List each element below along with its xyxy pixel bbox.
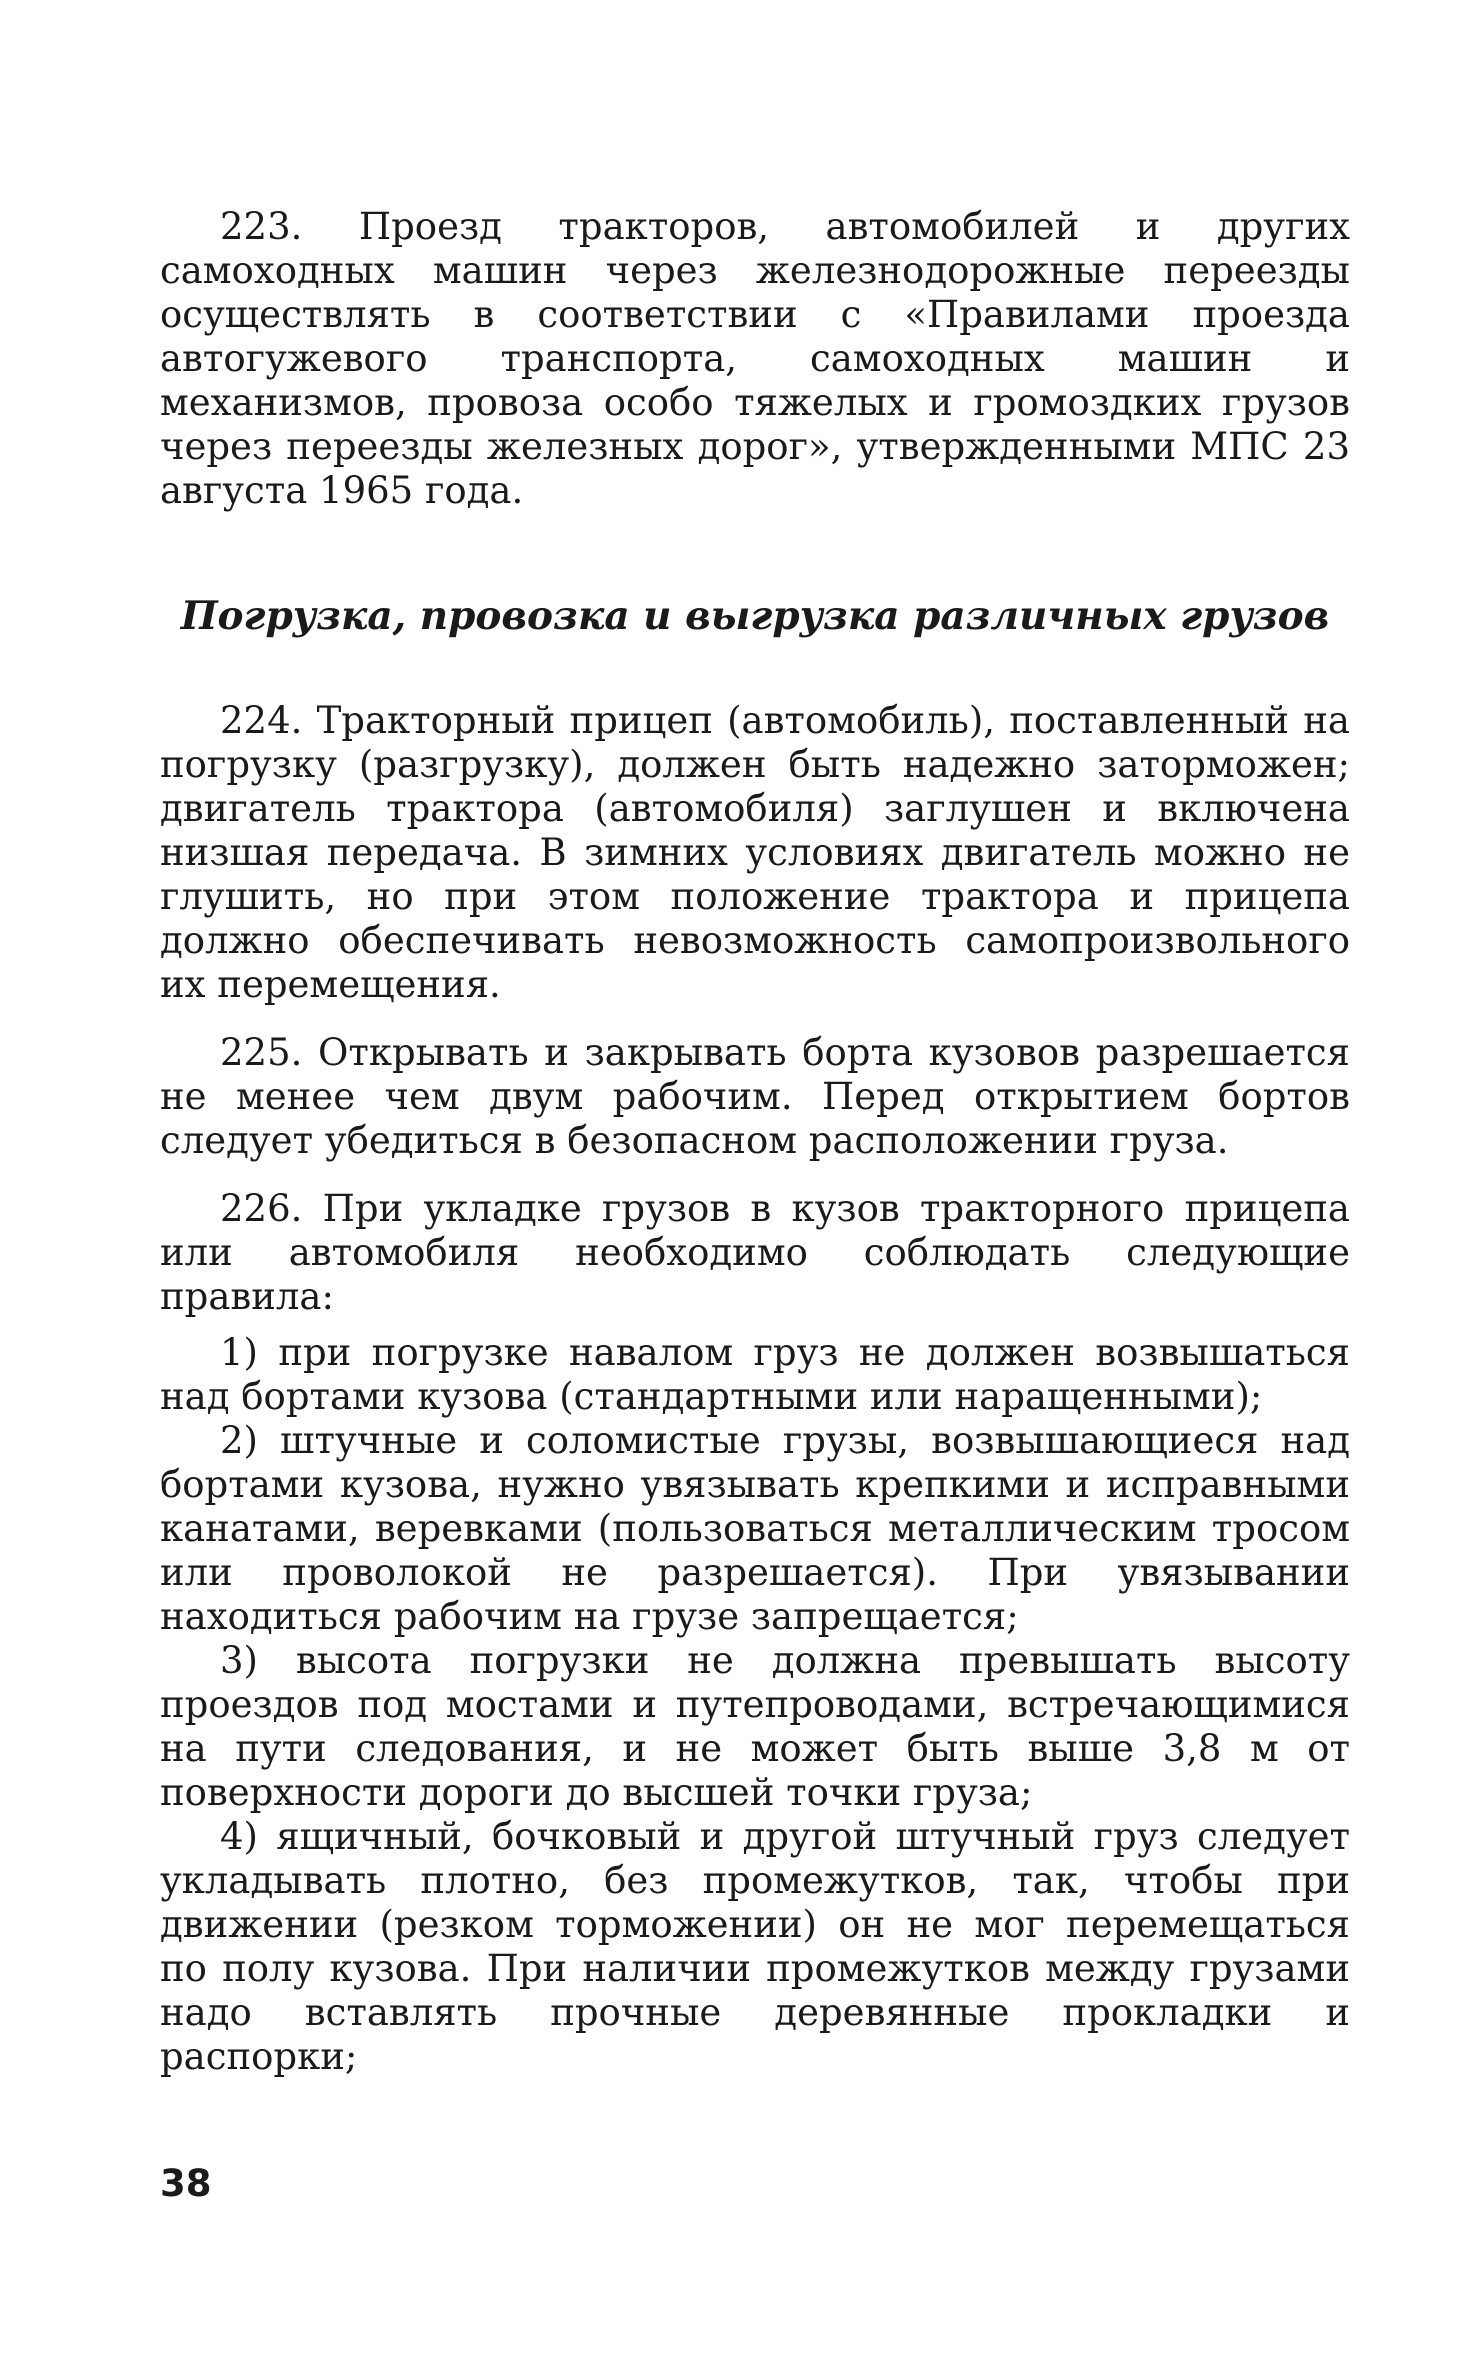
list-item-2: 2) штучные и соломистые грузы, возвышающиеся над бортами кузова, нужно увязывать крепкими и исправными канатами, веревками (пользоваться металлическим тросом или проволокой не разрешается). При увязывании находиться рабочим на грузе запрещается; — [160, 1419, 1350, 1638]
list-item-3: 3) высота погрузки не должна превышать высоту проездов под мостами и путепроводами, встречающимися на пути следования, и не может быть выше 3,8 м от поверхности дороги до высшей точки груза; — [160, 1639, 1350, 1814]
page-number: 38 — [160, 2162, 212, 2205]
section-heading: Погрузка, провозка и выгрузка различных грузов — [180, 593, 1330, 639]
list-item-1: 1) при погрузке навалом груз не должен возвышаться над бортами кузова (стандартными или наращенными); — [160, 1331, 1350, 1418]
paragraph-226: 226. При укладке грузов в кузов тракторного прицепа или автомобиля необходимо соблюдать следующие правила: — [160, 1187, 1350, 1318]
paragraph-223: 223. Проезд тракторов, автомобилей и других самоходных машин через железнодорожные переезды осуществлять в соответствии с «Правилами проезда автогужевого транспорта, самоходных машин и механизмов, провоза особо тяжелых и громоздких грузов через переезды железных дорог», утвержденными МПС 23 августа 1965 года. — [160, 205, 1350, 512]
page-body — [160, 205, 1350, 2079]
list-item-4: 4) ящичный, бочковый и другой штучный груз следует укладывать плотно, без промежутков, так, чтобы при движении (резком торможении) он не мог перемещаться по полу кузова. При наличии промежутков между грузами надо вставлять прочные деревянные прокладки и распорки; — [160, 1815, 1350, 2078]
paragraph-224: 224. Тракторный прицеп (автомобиль), поставленный на погрузку (разгрузку), должен быть надежно заторможен; двигатель трактора (автомобиля) заглушен и включена низшая передача. В зимних условиях двигатель можно не глушить, но при этом положение трактора и прицепа должно обеспечивать невозможность самопроизвольного их перемещения. — [160, 699, 1350, 1006]
paragraph-225: 225. Открывать и закрывать борта кузовов разрешается не менее чем двум рабочим. Перед открытием бортов следует убедиться в безопасном расположении груза. — [160, 1031, 1350, 1162]
